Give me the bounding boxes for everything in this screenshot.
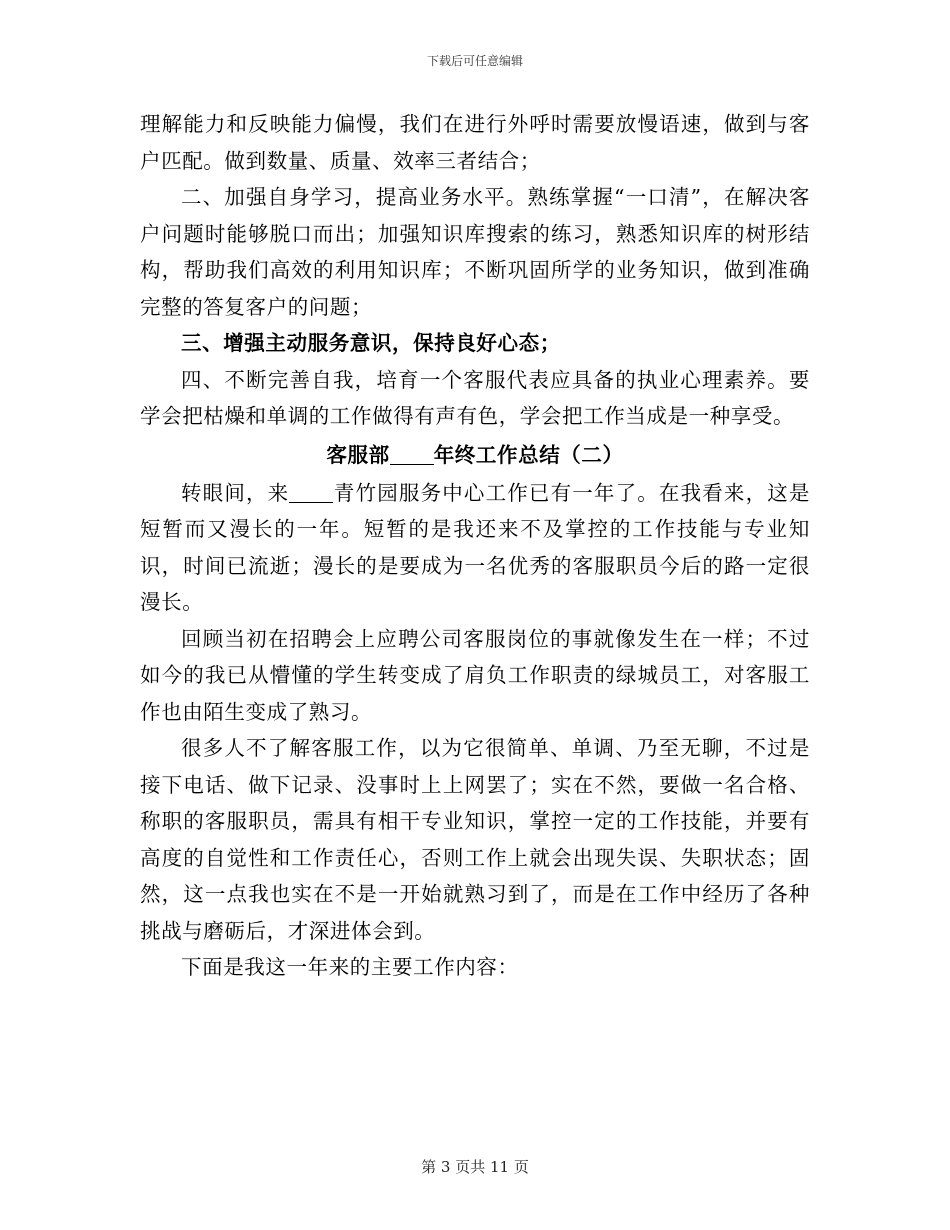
title-blank xyxy=(390,443,434,465)
paragraph-3-bold: 三、增强主动服务意识，保持良好心态； xyxy=(181,331,561,355)
paragraph-7: 很多人不了解客服工作，以为它很简单、单调、乃至无聊，不过是接下电话、做下记录、没事时上上网罢了；实在不然，要做一名合格、称职的客服职员，需具有相干专业知识，掌控一定的工作技能，并要有高度的自觉性和工作责任心，否则工作上就会出现失误、失职状态；固然，这一点我也实在不是一开始就熟习到了，而是在工作中经历了各种挑战与磨砺后，才深进体会到。 xyxy=(140,736,810,943)
paragraph-6: 回顾当初在招聘会上应聘公司客服岗位的事就像发生在一样；不过如今的我已从懵懂的学生转变成了肩负工作职责的绿城员工，对客服工作也由陌生变成了熟习。 xyxy=(140,626,810,724)
section-title-end: 年终工作总结（二） xyxy=(433,442,624,467)
paragraph-1: 理解能力和反映能力偏慢，我们在进行外呼时需要放慢语速，做到与客户匹配。做到数量、质量、效率三者结合； xyxy=(140,112,810,173)
paragraph-5 xyxy=(140,475,810,621)
paragraph-5-start: 转眼间，来 xyxy=(181,480,290,505)
header-note: 下载后可任意编辑 xyxy=(426,54,523,68)
page-number: 第 3 页共 11 页 xyxy=(421,1158,529,1176)
paragraph-5-end: 青竹园服务中心工作已有一年了。在我看来，这是短暂而又漫长的一年。短暂的是我还来不及掌控的工作技能与专业知识，时间已流逝；漫长的是要成为一名优秀的客服职员今后的路一定很漫长。 xyxy=(140,480,811,614)
paragraph-2: 二、加强自身学习，提高业务水平。熟练掌握“一口清”，在解决客户问题时能够脱口而出；加强知识库搜索的练习，熟悉知识库的树形结构，帮助我们高效的利用知识库；不断巩固所学的业务知识，做到准确完整的答复客户的问题； xyxy=(140,185,810,319)
document-body xyxy=(140,106,810,986)
section-title-start: 客服部 xyxy=(326,442,390,467)
paragraph-4: 四、不断完善自我，培育一个客服代表应具备的执业心理素养。要学会把枯燥和单调的工作做得有声有色，学会把工作当成是一种享受。 xyxy=(140,367,810,428)
paragraph-blank xyxy=(289,481,333,503)
paragraph-8: 下面是我这一年来的主要工作内容： xyxy=(181,955,519,979)
section-title xyxy=(140,435,810,475)
